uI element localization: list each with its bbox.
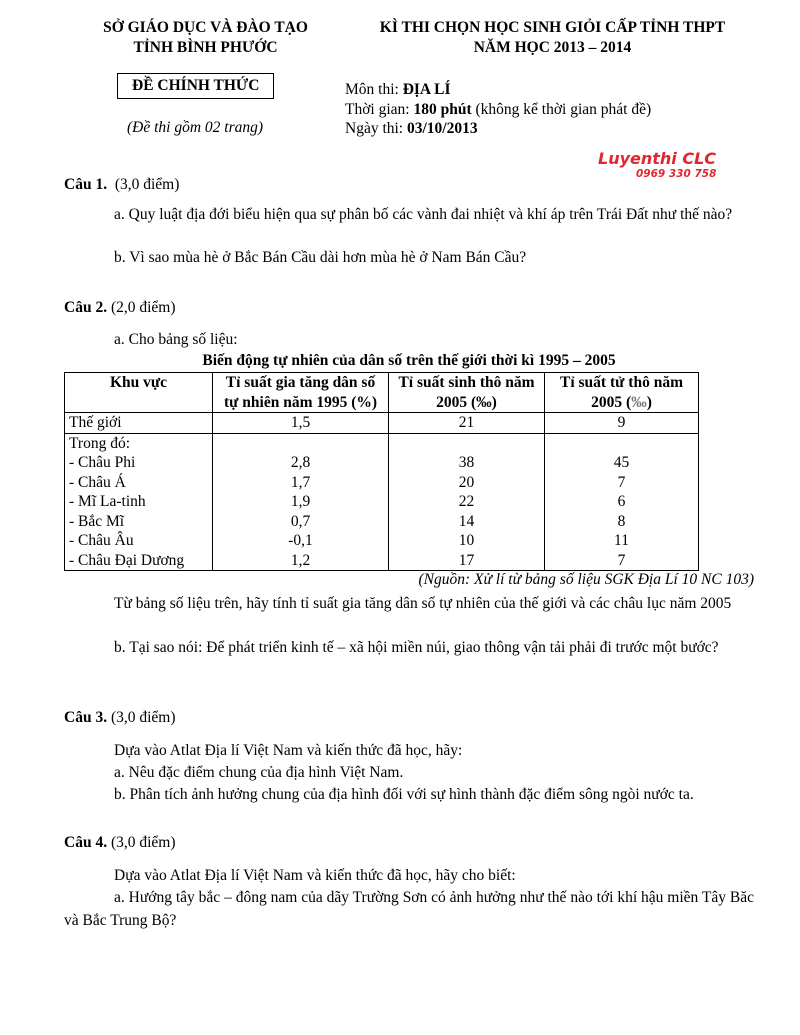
question-2-points: (2,0 điểm): [110, 299, 176, 316]
question-4-heading: [64, 834, 176, 852]
growth-value: 1,9: [290, 493, 311, 510]
question-4-a: a. Hướng tây bắc – đông nam của dãy Trường Sơn có ảnh hưởng như thế nào tới khí hậu miền Tây Băc và Bắc Trung Bộ?: [64, 889, 754, 929]
question-2-b: b. Tại sao nói: Để phát triển kinh tế – xã hội miền núi, giao thông vận tải phải đi trước một bước?: [114, 639, 719, 656]
growth-value: 1,7: [290, 473, 311, 491]
question-4-title: Câu 4.: [64, 834, 108, 851]
exam-header: [355, 18, 750, 58]
header-birth: Tỉ suất sinh thô năm 2005 (‰): [389, 373, 545, 413]
growth-value: 2,8: [290, 454, 311, 471]
time-line: Thời gian: 180 phút (không kể thời gian phát đề): [345, 100, 652, 118]
cell-death: 9: [545, 413, 699, 434]
population-table-wrapper: [64, 372, 699, 571]
death-value: 7: [617, 473, 626, 491]
question-3-a: a. Nêu đặc điểm chung của địa hình Việt Nam.: [114, 764, 404, 781]
question-3-intro: Dựa vào Atlat Địa lí Việt Nam và kiến thức đã học, hãy:: [114, 742, 463, 759]
question-3-points: (3,0 điểm): [110, 709, 176, 726]
continent-names-cell: [65, 433, 213, 571]
cell-birth: 21: [389, 413, 545, 434]
death-value: 45: [613, 454, 630, 471]
of-which-label: Trong đó:: [69, 434, 131, 452]
birth-value: 20: [458, 473, 475, 491]
school-year: NĂM HỌC 2013 – 2014: [473, 39, 632, 56]
question-4-intro: Dựa vào Atlat Địa lí Việt Nam và kiến thức đã học, hãy cho biết:: [114, 867, 516, 884]
question-3-title: Câu 3.: [64, 709, 108, 726]
birth-value: 22: [458, 493, 475, 510]
question-2-title: Câu 2.: [64, 299, 108, 316]
death-value: 6: [617, 493, 626, 510]
birth-value: 38: [458, 454, 475, 471]
table-source: (Nguồn: Xử lí từ bảng số liệu SGK Địa Lí 10 NC 103): [418, 571, 754, 588]
birth-value: 14: [458, 512, 475, 530]
death-value: 11: [614, 532, 629, 549]
time-value: 180 phút: [413, 100, 472, 118]
watermark-brand: Luyenthi CLC: [598, 149, 717, 168]
cell-region: Thế giới: [65, 413, 213, 434]
watermark-phone: 0969 330 758: [636, 168, 717, 180]
question-3-b: b. Phân tích ảnh hưởng chung của địa hình đối với sự hình thành đặc điểm sông ngòi nước ta.: [114, 786, 694, 803]
question-2-a-intro: a. Cho bảng số liệu:: [114, 331, 238, 348]
header-death: Tỉ suất tử thô năm 2005 (‰): [545, 373, 699, 413]
region-label: - Châu Đại Dương: [69, 551, 185, 569]
date-line: Ngày thi: 03/10/2013: [345, 120, 478, 137]
birth-value: 17: [458, 551, 475, 569]
question-1-a: a. Quy luật địa đới biểu hiện qua sự phân bố các vành đai nhiệt và khí áp trên Trái Đất như thế nào?: [114, 206, 733, 223]
region-label: - Châu Âu: [69, 532, 134, 549]
department-header: [68, 18, 343, 58]
official-label: ĐỀ CHÍNH THỨC: [132, 77, 260, 94]
table-row-continents: [65, 433, 699, 571]
death-value: 7: [617, 551, 626, 569]
question-2-task: Từ bảng số liệu trên, hãy tính tỉ suất gia tăng dân số tự nhiên của thế giới và các châu lục năm 2005: [114, 595, 732, 612]
question-1-points: (3,0 điểm): [114, 176, 180, 193]
exam-info: [345, 80, 651, 139]
department-name: SỞ GIÁO DỤC VÀ ĐÀO TẠO: [103, 19, 308, 36]
cell-growth: 1,5: [213, 413, 389, 434]
official-exam-box: [117, 73, 274, 99]
table-title: Biến động tự nhiên của dân số trên thế giới thời kì 1995 – 2005: [202, 352, 616, 369]
death-value: 8: [617, 512, 626, 530]
birth-values-cell: [389, 433, 545, 571]
death-values-cell: [545, 433, 699, 571]
growth-values-cell: [213, 433, 389, 571]
question-1-b: b. Vì sao mùa hè ở Bắc Bán Cầu dài hơn mùa hè ở Nam Bán Cầu?: [114, 249, 527, 266]
region-label: - Bắc Mĩ: [69, 512, 125, 530]
pages-note: (Đề thi gồm 02 trang): [127, 119, 264, 136]
question-3-heading: [64, 709, 176, 727]
header-growth: Tỉ suất gia tăng dân số tự nhiên năm 1995 (%): [213, 373, 389, 413]
date-value: 03/10/2013: [407, 120, 478, 137]
question-2-heading: [64, 299, 176, 317]
birth-value: 10: [458, 532, 475, 549]
table-row-world: [65, 413, 699, 434]
region-label: - Châu Á: [69, 473, 126, 491]
header-region: Khu vực: [65, 373, 213, 413]
region-label: - Mĩ La-tinh: [69, 493, 146, 510]
table-header-row: [65, 373, 699, 413]
province-name: TỈNH BÌNH PHƯỚC: [133, 39, 278, 56]
growth-value: 1,2: [290, 551, 311, 569]
exam-title: KÌ THI CHỌN HỌC SINH GIỎI CẤP TỈNH THPT: [379, 19, 726, 36]
growth-value: 0,7: [290, 512, 311, 530]
growth-value: -0,1: [288, 532, 313, 549]
region-label: - Châu Phi: [69, 454, 136, 471]
population-table: [64, 372, 699, 571]
question-4-points: (3,0 điểm): [110, 834, 176, 851]
question-1-title: Câu 1.: [64, 176, 108, 193]
subject-line: Môn thi: ĐỊA LÍ: [345, 81, 451, 98]
subject-value: ĐỊA LÍ: [402, 81, 451, 98]
question-1-heading: [64, 176, 179, 194]
